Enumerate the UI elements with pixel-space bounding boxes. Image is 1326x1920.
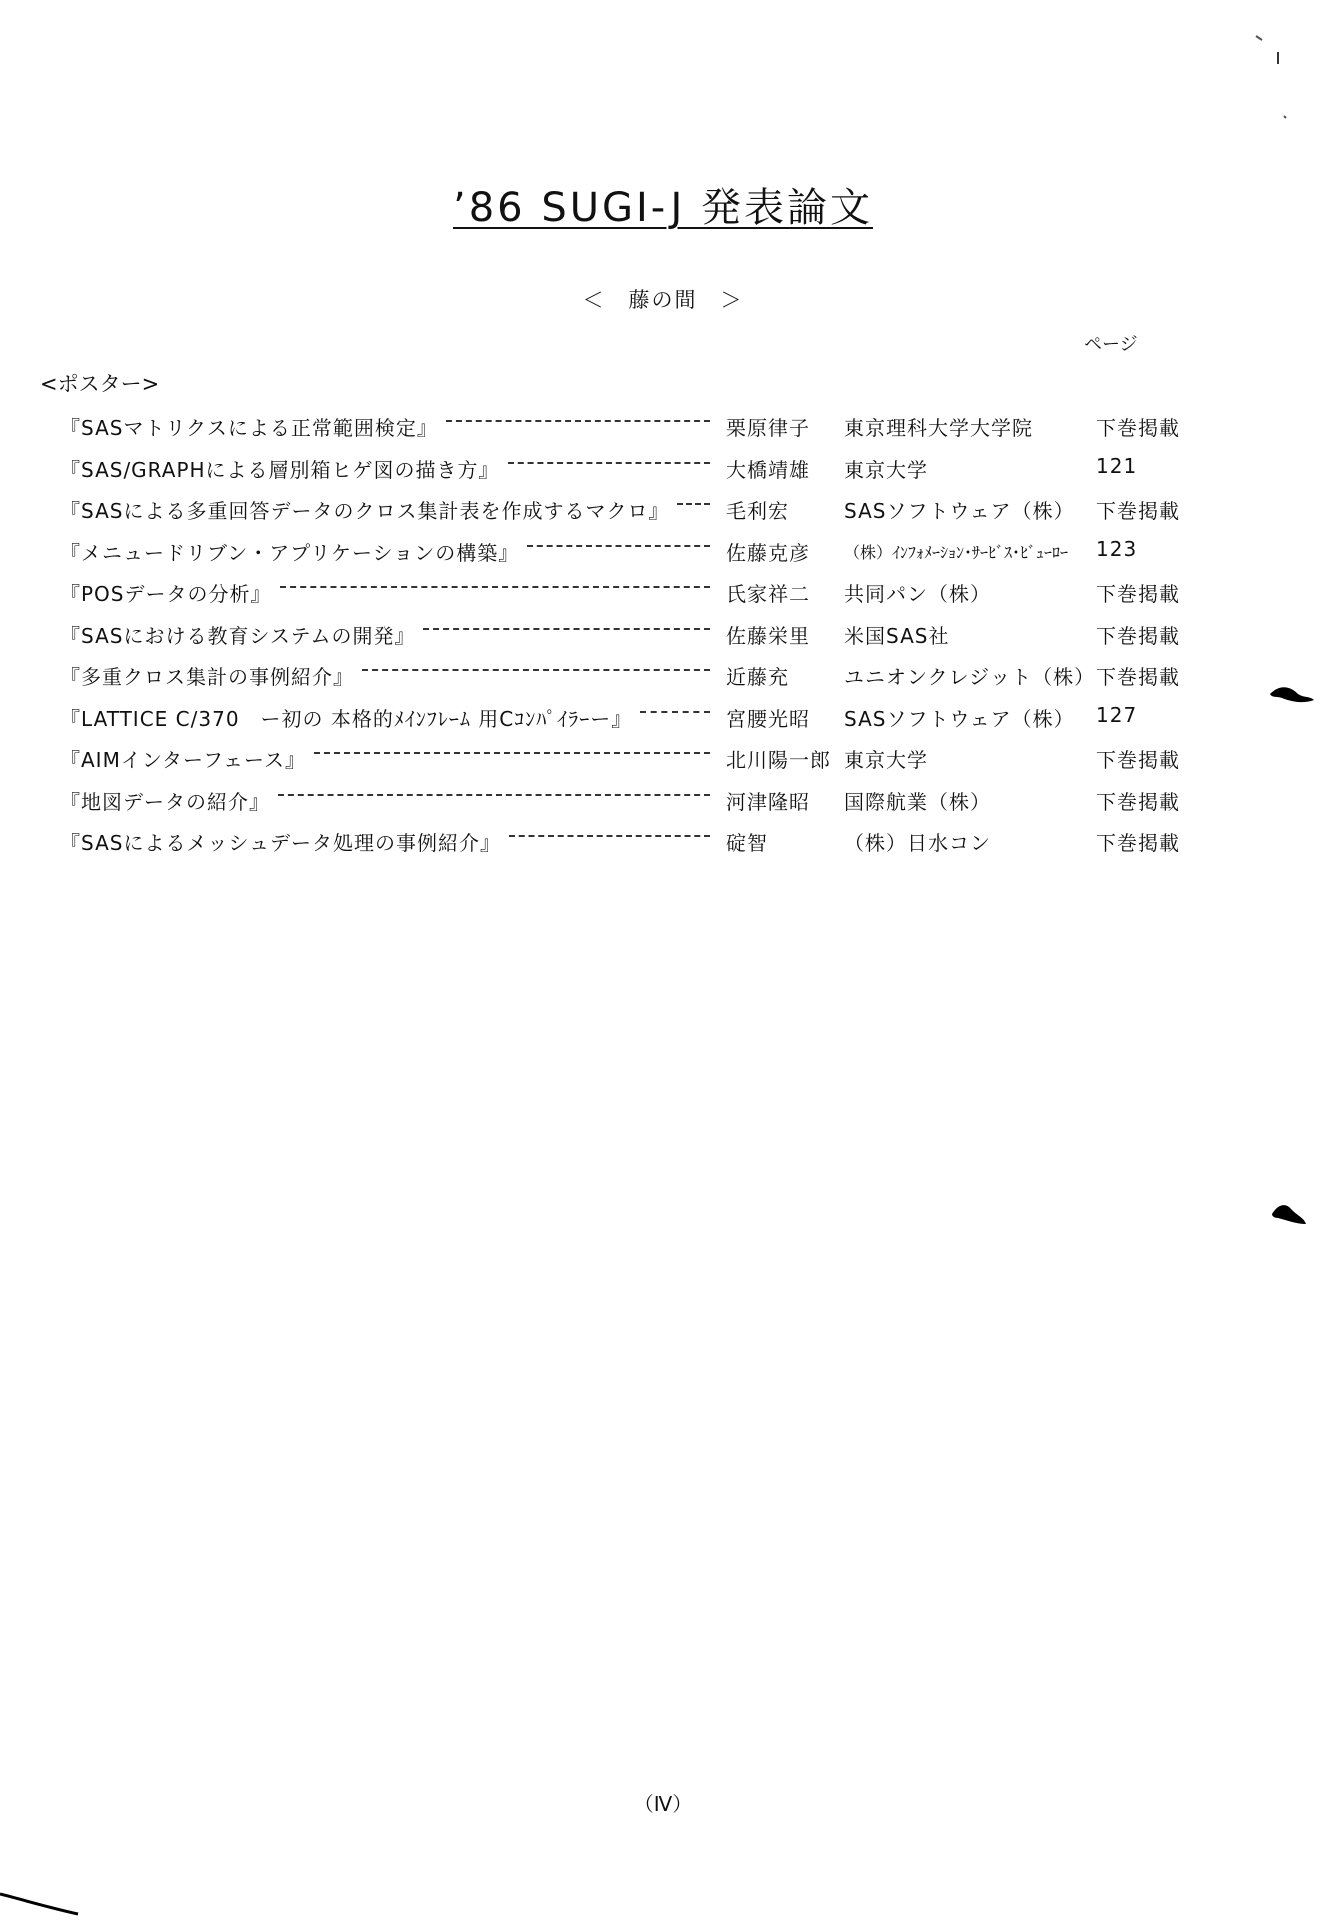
section-label-poster: <ポスター> xyxy=(40,372,160,396)
paper-title: 『LATTICE C/370 ー初の 本格的ﾒｲﾝﾌﾚｰﾑ 用Cｺﾝﾊﾟｲﾗｰー』 xyxy=(60,706,633,731)
list-item xyxy=(0,823,1326,865)
paper-title: 『SASにおける教育システムの開発』 xyxy=(60,623,416,648)
list-item xyxy=(0,491,1326,533)
scan-artifact-speck xyxy=(1250,30,1290,130)
leader-dots xyxy=(362,668,710,671)
paper-page: 下巻掲載 xyxy=(1096,831,1180,855)
paper-page: 下巻掲載 xyxy=(1096,499,1180,523)
paper-organization: ユニオンクレジット（株） xyxy=(844,665,1096,689)
paper-title: 『SASによる多重回答データのクロス集計表を作成するマクロ』 xyxy=(60,499,670,523)
list-item xyxy=(0,699,1326,741)
paper-author: 佐藤克彦 xyxy=(726,540,810,565)
list-item xyxy=(0,657,1326,699)
paper-organization: 東京大学 xyxy=(844,457,928,482)
page-number: （Ⅳ） xyxy=(633,1792,693,1816)
paper-organization: （株）日水コン xyxy=(844,831,991,855)
document-title xyxy=(0,176,1326,233)
paper-author: 栗原律子 xyxy=(726,416,810,440)
paper-title: 『メニュードリブン・アプリケーションの構築』 xyxy=(60,540,520,565)
room-heading: ＜ 藤の間 ＞ xyxy=(582,288,744,312)
paper-organization: 国際航業（株） xyxy=(844,789,991,814)
page-column-label: ページ xyxy=(1084,334,1138,355)
paper-page: 121 xyxy=(1096,453,1138,478)
scan-artifact-line xyxy=(0,1888,90,1920)
leader-dots xyxy=(423,627,710,630)
paper-author: 毛利宏 xyxy=(726,499,789,523)
leader-dots xyxy=(280,585,711,588)
leader-dots xyxy=(508,461,710,464)
paper-title: 『POSデータの分析』 xyxy=(60,582,272,606)
document-title-text: ’86 SUGI-J 発表論文 xyxy=(453,185,873,231)
paper-author: 宮腰光昭 xyxy=(726,706,810,731)
leader-dots xyxy=(677,502,710,505)
paper-organization: 東京大学 xyxy=(844,748,928,772)
paper-title: 『SAS/GRAPHによる層別箱ヒゲ図の描き方』 xyxy=(60,457,500,482)
paper-author: 近藤充 xyxy=(726,665,789,689)
list-item xyxy=(0,450,1326,492)
leader-dots xyxy=(640,710,710,713)
paper-organization: 共同パン（株） xyxy=(844,582,991,606)
paper-organization: SASソフトウェア（株） xyxy=(844,706,1075,731)
paper-author: 大橋靖雄 xyxy=(726,457,810,482)
leader-dots xyxy=(509,834,710,837)
paper-title: 『SASによるメッシュデータ処理の事例紹介』 xyxy=(60,831,502,855)
paper-author: 河津隆昭 xyxy=(726,789,810,814)
paper-organization: （株）ｲﾝﾌｫﾒｰｼｮﾝ･ｻｰﾋﾞｽ･ﾋﾞｭｰﾛｰ xyxy=(844,542,1069,562)
paper-page: 127 xyxy=(1096,702,1138,727)
paper-list xyxy=(0,408,1326,865)
paper-author: 氏家祥二 xyxy=(726,582,810,606)
scan-artifact-mark xyxy=(1268,1198,1308,1230)
paper-title: 『AIMインターフェース』 xyxy=(60,748,307,772)
list-item xyxy=(0,574,1326,616)
paper-title: 『多重クロス集計の事例紹介』 xyxy=(60,665,354,689)
list-item xyxy=(0,616,1326,658)
paper-author: 北川陽一郎 xyxy=(726,748,831,772)
paper-organization: SASソフトウェア（株） xyxy=(844,499,1075,523)
scan-artifact-mark xyxy=(1268,680,1316,712)
paper-page: 下巻掲載 xyxy=(1096,789,1180,814)
paper-title: 『SASマトリクスによる正常範囲検定』 xyxy=(60,416,438,440)
leader-dots xyxy=(278,793,710,796)
leader-dots xyxy=(314,751,710,754)
paper-author: 佐藤栄里 xyxy=(726,623,810,648)
paper-page: 下巻掲載 xyxy=(1096,665,1180,689)
paper-organization: 東京理科大学大学院 xyxy=(844,416,1033,440)
paper-page: 123 xyxy=(1096,536,1138,561)
paper-page: 下巻掲載 xyxy=(1096,748,1180,772)
list-item xyxy=(0,740,1326,782)
paper-author: 碇智 xyxy=(726,831,768,855)
list-item xyxy=(0,533,1326,575)
paper-page: 下巻掲載 xyxy=(1096,582,1180,606)
paper-page: 下巻掲載 xyxy=(1096,416,1180,440)
leader-dots xyxy=(527,544,710,547)
list-item xyxy=(0,782,1326,824)
list-item xyxy=(0,408,1326,450)
paper-title: 『地図データの紹介』 xyxy=(60,789,270,814)
leader-dots xyxy=(446,419,710,422)
paper-organization: 米国SAS社 xyxy=(844,623,950,648)
paper-page: 下巻掲載 xyxy=(1096,623,1180,648)
